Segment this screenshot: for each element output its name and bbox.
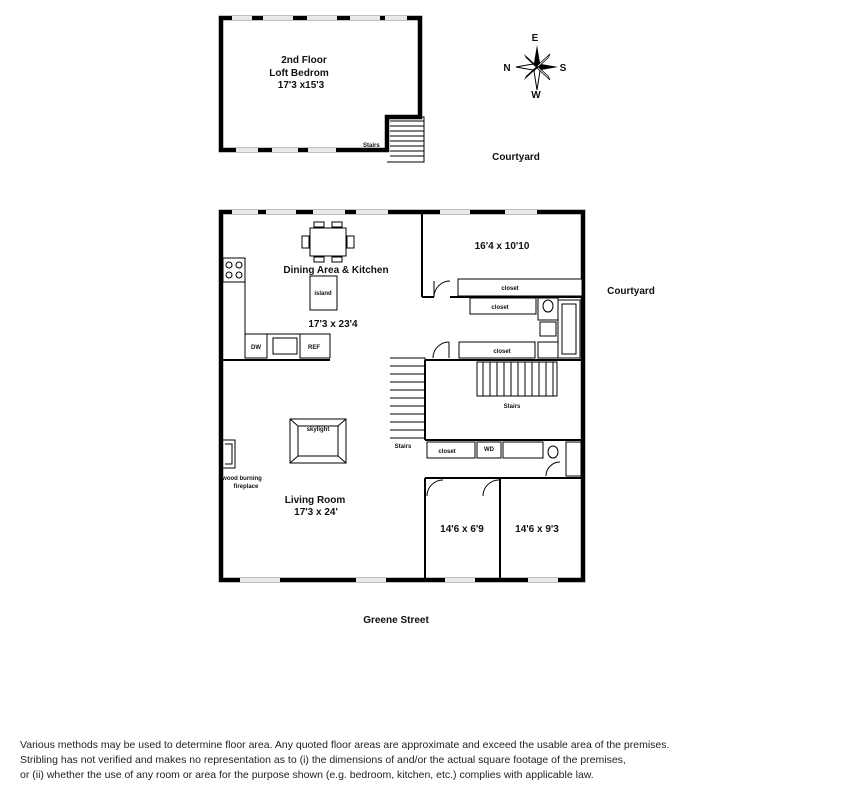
dining-kitchen-size: 17'3 x 23'4: [308, 319, 358, 330]
disclaimer: [20, 738, 840, 783]
disclaimer-line-3: or (ii) whether the use of any room or area for the purpose shown (e.g. bedroom, kitchen, etc.) complies with applicable law.: [20, 769, 594, 781]
courtyard-top-label: Courtyard: [492, 152, 540, 163]
stairs-side-label: Stairs: [394, 444, 412, 450]
upper-floor: [221, 16, 424, 162]
fireplace-label-line1: wood burning: [222, 476, 262, 482]
closet-label-c: closet: [493, 349, 511, 355]
street-label: Greene Street: [363, 615, 429, 626]
closet-label-d: closet: [438, 449, 456, 455]
living-room-label: Living Room: [284, 495, 346, 506]
skylight-label: skylight: [306, 427, 330, 433]
washer-dryer-label: WD: [484, 447, 494, 453]
compass-north: N: [503, 63, 511, 74]
disclaimer-line-1: Various methods may be used to determine floor area. Any quoted floor areas are approximate and exceed the usable area of the premises.: [20, 739, 670, 751]
closet-label-b: closet: [491, 305, 509, 311]
disclaimer-line-2: Stribling has not verified and makes no representation as to (i) the dimensions of and/or the actual square footage of the premises,: [20, 754, 626, 766]
compass-rose: [503, 33, 566, 101]
dining-kitchen-label: Dining Area & Kitchen: [283, 265, 389, 276]
upper-floor-room-label: Loft Bedrom: [269, 68, 329, 79]
refrigerator-label: REF: [308, 345, 320, 351]
dishwasher-label: DW: [251, 345, 261, 351]
compass-west: W: [531, 90, 541, 101]
compass-south: S: [559, 63, 567, 74]
fireplace-label-line2: fireplace: [233, 484, 259, 490]
compass-east: E: [531, 33, 539, 44]
front-right-bedroom-size: 14'6 x 9'3: [515, 524, 559, 535]
island-label: island: [314, 291, 332, 297]
room-rear-bedroom-size: 16'4 x 10'10: [474, 241, 530, 252]
closet-label-a: closet: [501, 286, 519, 292]
courtyard-right-label: Courtyard: [607, 286, 655, 297]
upper-floor-room-size: 17'3 x15'3: [277, 80, 325, 91]
upper-floor-title: 2nd Floor: [281, 55, 327, 66]
upper-floor-stairs-label: Stairs: [363, 143, 380, 149]
living-room-size: 17'3 x 24': [294, 507, 338, 518]
front-left-bedroom-size: 14'6 x 6'9: [440, 524, 484, 535]
stairs-main-label: Stairs: [503, 404, 521, 410]
